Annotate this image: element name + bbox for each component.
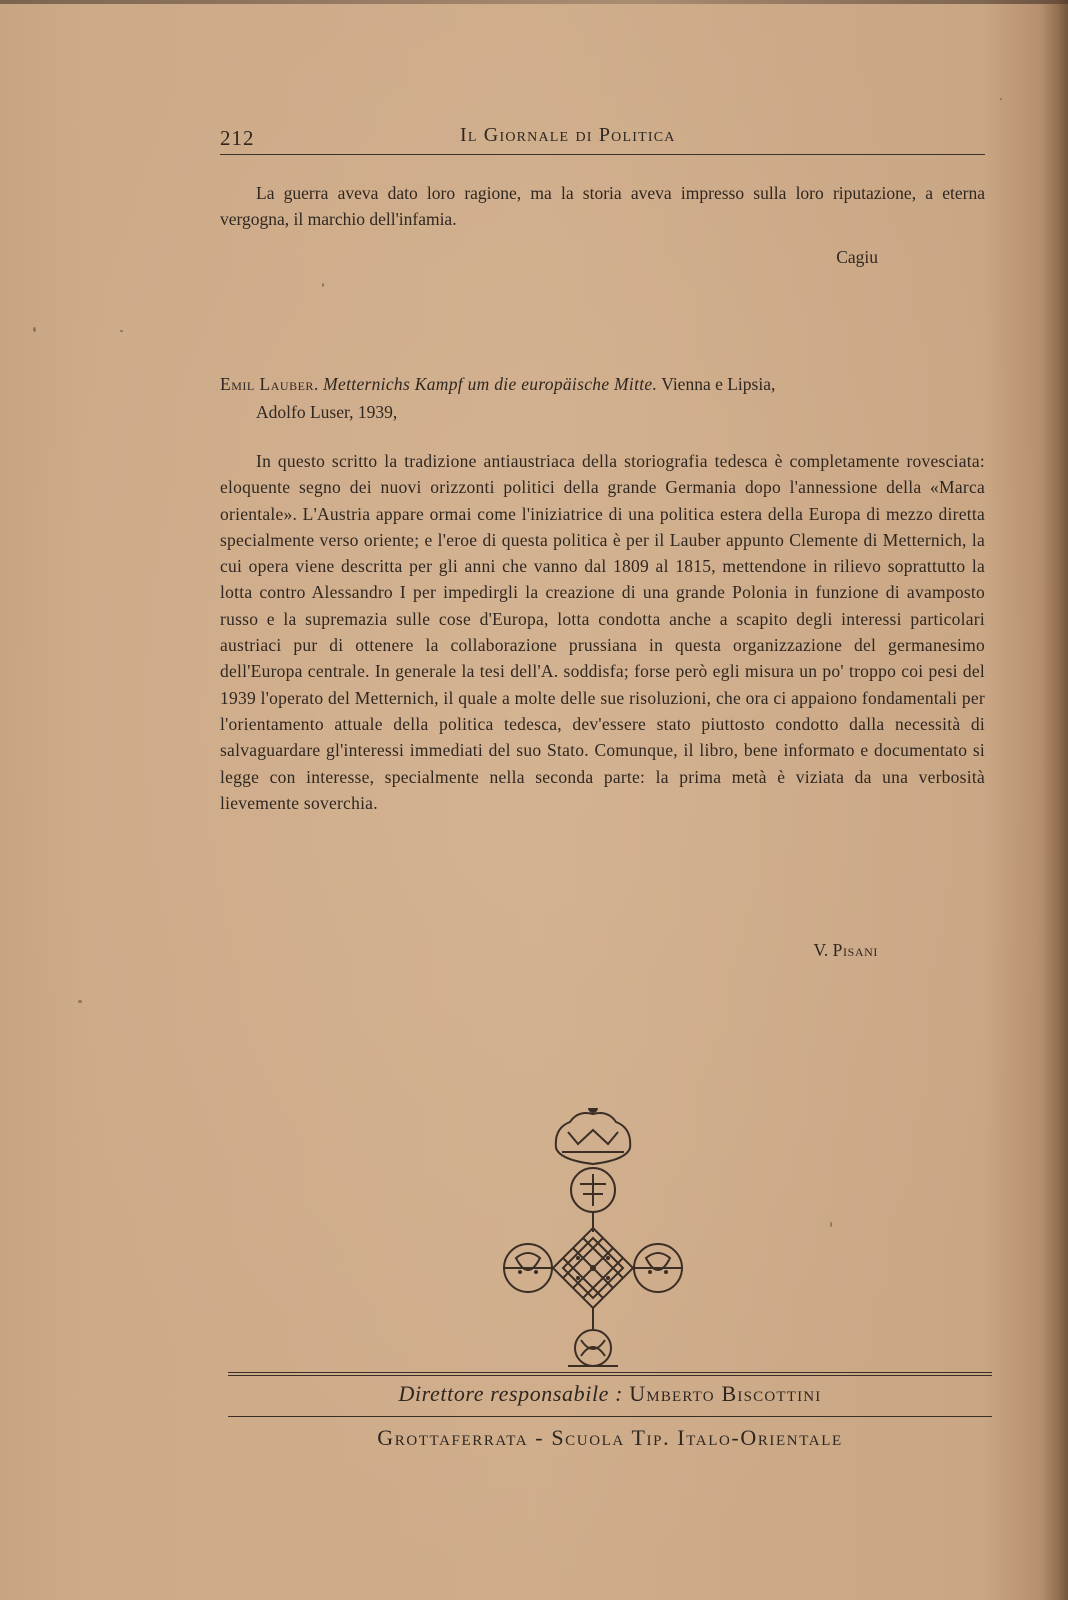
signature-name: Pisani — [832, 940, 878, 960]
review-signature — [814, 940, 878, 961]
running-header — [220, 118, 985, 158]
page-top-edge — [0, 0, 1068, 4]
director-name: Umberto Biscottini — [629, 1381, 822, 1406]
intro-paragraph: La guerra aveva dato loro ragione, ma la storia aveva impresso sulla loro riputazione, a eterna vergogna, il marchio dell'infamia. — [220, 183, 985, 229]
footer-rule — [228, 1416, 992, 1417]
director-line — [228, 1381, 992, 1407]
page-number: 212 — [220, 126, 255, 150]
printer-emblem — [498, 1108, 688, 1380]
printer-line: Grottaferrata - Scuola Tip. Italo-Orientale — [377, 1425, 843, 1450]
book-title: Metternichs Kampf um die europäische Mitte. — [323, 374, 658, 394]
review-paragraph: In questo scritto la tradizione antiaustriaca della storiografia tedesca è completamente rovesciata: eloquente segno dei nuovi orizzonti politici della grande Germania dopo l'annessione della «Marca orientale». L'Austria appare ormai come l'iniziatrice di una politica estera della Europa di mezzo diretta specialmente verso oriente; e l'eroe di questa politica è per il Lauber appunto Clemente di Metternich, la cui opera viene descritta per gli anni che vanno dal 1809 al 1815, mettendone in rilievo soprattutto la lotta contro Alessandro I per impedirgli la creazione di una grande Polonia in funzione di avamposto russo e la supremazia sulle cose d'Europa, lotta condotta anche a scapito degli interessi particolari austriaci pur di ottenere la collaborazione prussiana in questa organizzazione del germanesimo dell'Europa centrale. In generale la tesi dell'A. soddisfa; forse però egli misura un po' troppo coi pesi del 1939 l'operato del Metternich, il quale a molte delle sue risoluzioni, che ora ci appaiono fondamentali per l'orientamento attuale della politica tedesca, dev'essere stato piuttosto condotto dalla necessità di salvaguardare gl'interessi immediati del suo Stato. Comunque, il libro, bene informato e documentato si legge con interesse, specialmente nella seconda parte: la prima metà è viziata da una verbosità lievemente soverchia. — [220, 451, 985, 813]
intro-signature: Cagiu — [836, 247, 878, 267]
signature-initial: V. — [813, 940, 829, 960]
journal-title: Il Giornale di Politica — [460, 124, 676, 146]
book-author: Emil Lauber. — [220, 374, 319, 394]
book-place: Vienna e Lipsia, — [661, 374, 776, 394]
book-publisher: Adolfo Luser, 1939, — [256, 402, 398, 422]
footer-double-rule — [228, 1372, 992, 1376]
book-reference — [220, 370, 985, 426]
director-label: Direttore responsabile : — [398, 1381, 624, 1406]
page-binding-shadow — [1042, 0, 1068, 1600]
header-rule — [220, 154, 985, 155]
